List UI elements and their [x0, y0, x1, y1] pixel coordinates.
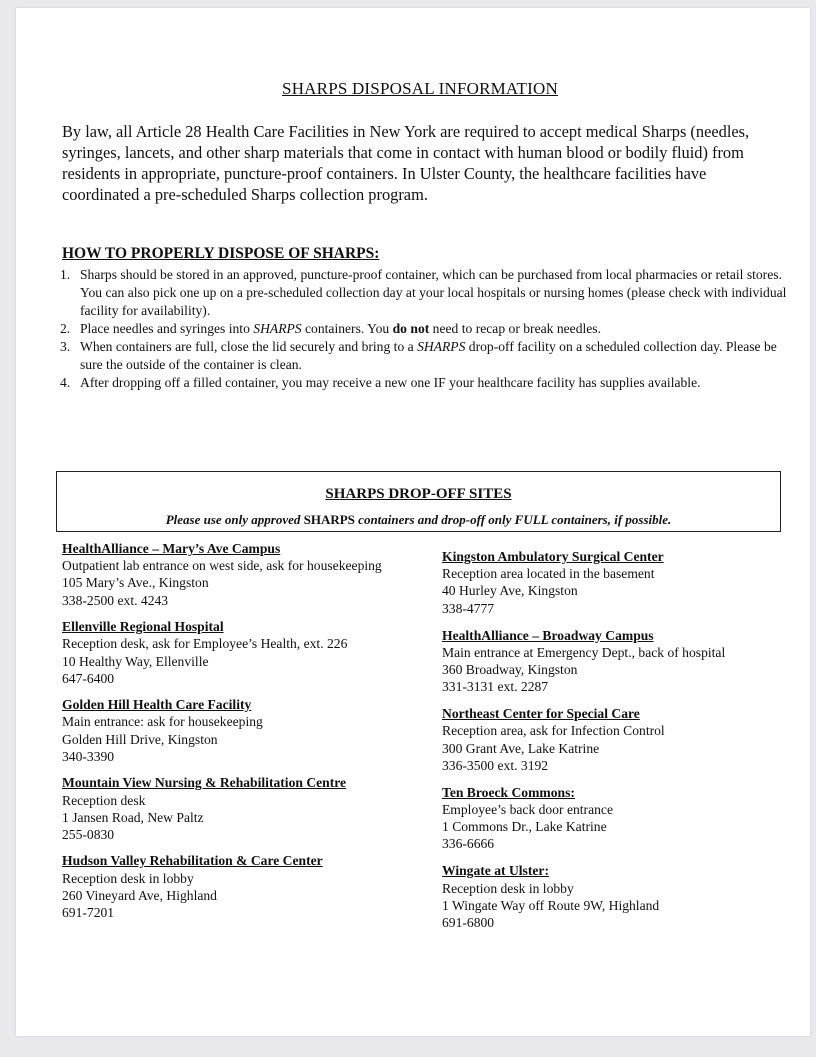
- dropoff-title: SHARPS DROP-OFF SITES: [325, 486, 512, 502]
- site-entry: [442, 705, 792, 774]
- site-directions: Reception desk: [62, 792, 146, 808]
- step-text: need to recap or break needles.: [429, 321, 601, 336]
- site-entry: [442, 627, 792, 696]
- sites-right-column: [442, 548, 792, 941]
- dropoff-note-sharps: SHARPS: [303, 512, 355, 527]
- howto-steps-list: [60, 266, 790, 392]
- page-title: SHARPS DISPOSAL INFORMATION: [282, 79, 558, 98]
- site-address: 260 Vineyard Ave, Highland: [62, 887, 217, 903]
- site-phone: 647-6400: [62, 670, 115, 686]
- site-phone: 331-3131 ext. 2287: [442, 679, 549, 695]
- site-entry: [442, 548, 792, 617]
- site-entry: [62, 774, 402, 843]
- site-address: 360 Broadway, Kingston: [442, 662, 578, 678]
- site-phone: 338-4777: [442, 600, 495, 616]
- howto-heading: HOW TO PROPERLY DISPOSE OF SHARPS:: [62, 245, 380, 262]
- site-phone: 255-0830: [62, 826, 115, 842]
- sites-left-column: [62, 540, 402, 931]
- document-page: [16, 8, 810, 1036]
- step-text: When containers are full, close the lid securely and bring to a: [80, 339, 418, 354]
- site-entry: [62, 540, 402, 609]
- site-name: Northeast Center for Special Care: [442, 706, 640, 722]
- site-address: 1 Commons Dr., Lake Katrine: [442, 819, 607, 835]
- site-entry: [442, 784, 792, 853]
- site-entry: [442, 862, 792, 931]
- site-name: Ten Broeck Commons:: [442, 784, 575, 800]
- site-name: HealthAlliance – Mary’s Ave Campus: [62, 541, 281, 556]
- site-directions: Reception desk, ask for Employee’s Health, ext. 226: [62, 636, 348, 652]
- dropoff-sites-box: [56, 471, 781, 532]
- site-name: Wingate at Ulster:: [442, 863, 549, 879]
- site-phone: 691-6800: [442, 915, 495, 931]
- site-name: Ellenville Regional Hospital: [62, 619, 224, 635]
- step-text: containers. You: [301, 321, 393, 336]
- site-address: Golden Hill Drive, Kingston: [62, 731, 218, 747]
- dropoff-note-text: Please use only approved: [165, 512, 304, 527]
- site-name: HealthAlliance – Broadway Campus: [442, 627, 654, 643]
- step-text: After dropping off a filled container, you may receive a new one IF your healthcare facility has supplies available.: [80, 375, 701, 390]
- step-number: 3.: [60, 339, 71, 354]
- site-phone: 336-6666: [442, 836, 495, 852]
- site-name: Mountain View Nursing & Rehabilitation Centre: [62, 775, 347, 791]
- step-item: [60, 320, 790, 338]
- step-item: [60, 266, 790, 320]
- site-directions: Main entrance at Emergency Dept., back of hospital: [442, 644, 726, 660]
- site-directions: Reception area located in the basement: [442, 566, 655, 582]
- site-phone: 340-3390: [62, 748, 115, 764]
- site-address: 40 Hurley Ave, Kingston: [442, 583, 578, 599]
- step-text-bold: do not: [392, 321, 430, 336]
- site-directions: Main entrance: ask for housekeeping: [62, 714, 263, 730]
- site-directions: Reception desk in lobby: [442, 880, 574, 896]
- dropoff-note: [57, 512, 780, 528]
- step-text-italic: SHARPS: [417, 339, 466, 354]
- site-directions: Outpatient lab entrance on west side, ask for housekeeping: [62, 558, 382, 574]
- site-address: 300 Grant Ave, Lake Katrine: [442, 740, 600, 756]
- dropoff-note-text: containers and drop-off only FULL containers, if possible.: [354, 512, 672, 527]
- site-phone: 338-2500 ext. 4243: [62, 592, 169, 608]
- site-entry: [62, 618, 402, 687]
- site-address: 1 Jansen Road, New Paltz: [62, 809, 204, 825]
- step-text: drop-off facility on a scheduled collection day. Please be sure the outside of the container is clean.: [80, 339, 777, 372]
- step-text-italic: SHARPS: [253, 321, 302, 336]
- step-item: [60, 338, 790, 374]
- site-entry: [62, 852, 402, 921]
- site-name: Golden Hill Health Care Facility: [62, 697, 252, 713]
- site-address: 105 Mary’s Ave., Kingston: [62, 575, 209, 591]
- site-name: Kingston Ambulatory Surgical Center: [442, 549, 664, 564]
- step-number: 4.: [60, 375, 71, 390]
- site-phone: 336-3500 ext. 3192: [442, 757, 549, 773]
- site-address: 10 Healthy Way, Ellenville: [62, 653, 209, 669]
- step-item: [60, 374, 790, 392]
- step-text: Sharps should be stored in an approved, puncture-proof container, which can be purchased from local pharmacies or retail stores. You can also pick one up on a pre-scheduled collection day at your local hospitals or nursing homes (please check with individual facility for availability).: [80, 267, 787, 318]
- site-name: Hudson Valley Rehabilitation & Care Center: [62, 853, 323, 869]
- site-phone: 691-7201: [62, 905, 115, 921]
- site-entry: [62, 696, 402, 765]
- site-directions: Reception desk in lobby: [62, 870, 194, 886]
- site-directions: Reception area, ask for Infection Control: [442, 723, 665, 739]
- site-address: 1 Wingate Way off Route 9W, Highland: [442, 897, 660, 913]
- intro-paragraph: By law, all Article 28 Health Care Facilities in New York are required to accept medical Sharps (needles, syringes, lancets, and other sharp materials that come in contact with human blood or bodily fluid) from residents in appropriate, puncture-proof containers. In Ulster County, the healthcare facilities have coordinated a pre-scheduled Sharps collection program.: [62, 122, 750, 204]
- step-number: 2.: [60, 321, 71, 336]
- site-directions: Employee’s back door entrance: [442, 802, 613, 818]
- step-number: 1.: [60, 267, 71, 282]
- step-text: Place needles and syringes into: [80, 321, 254, 336]
